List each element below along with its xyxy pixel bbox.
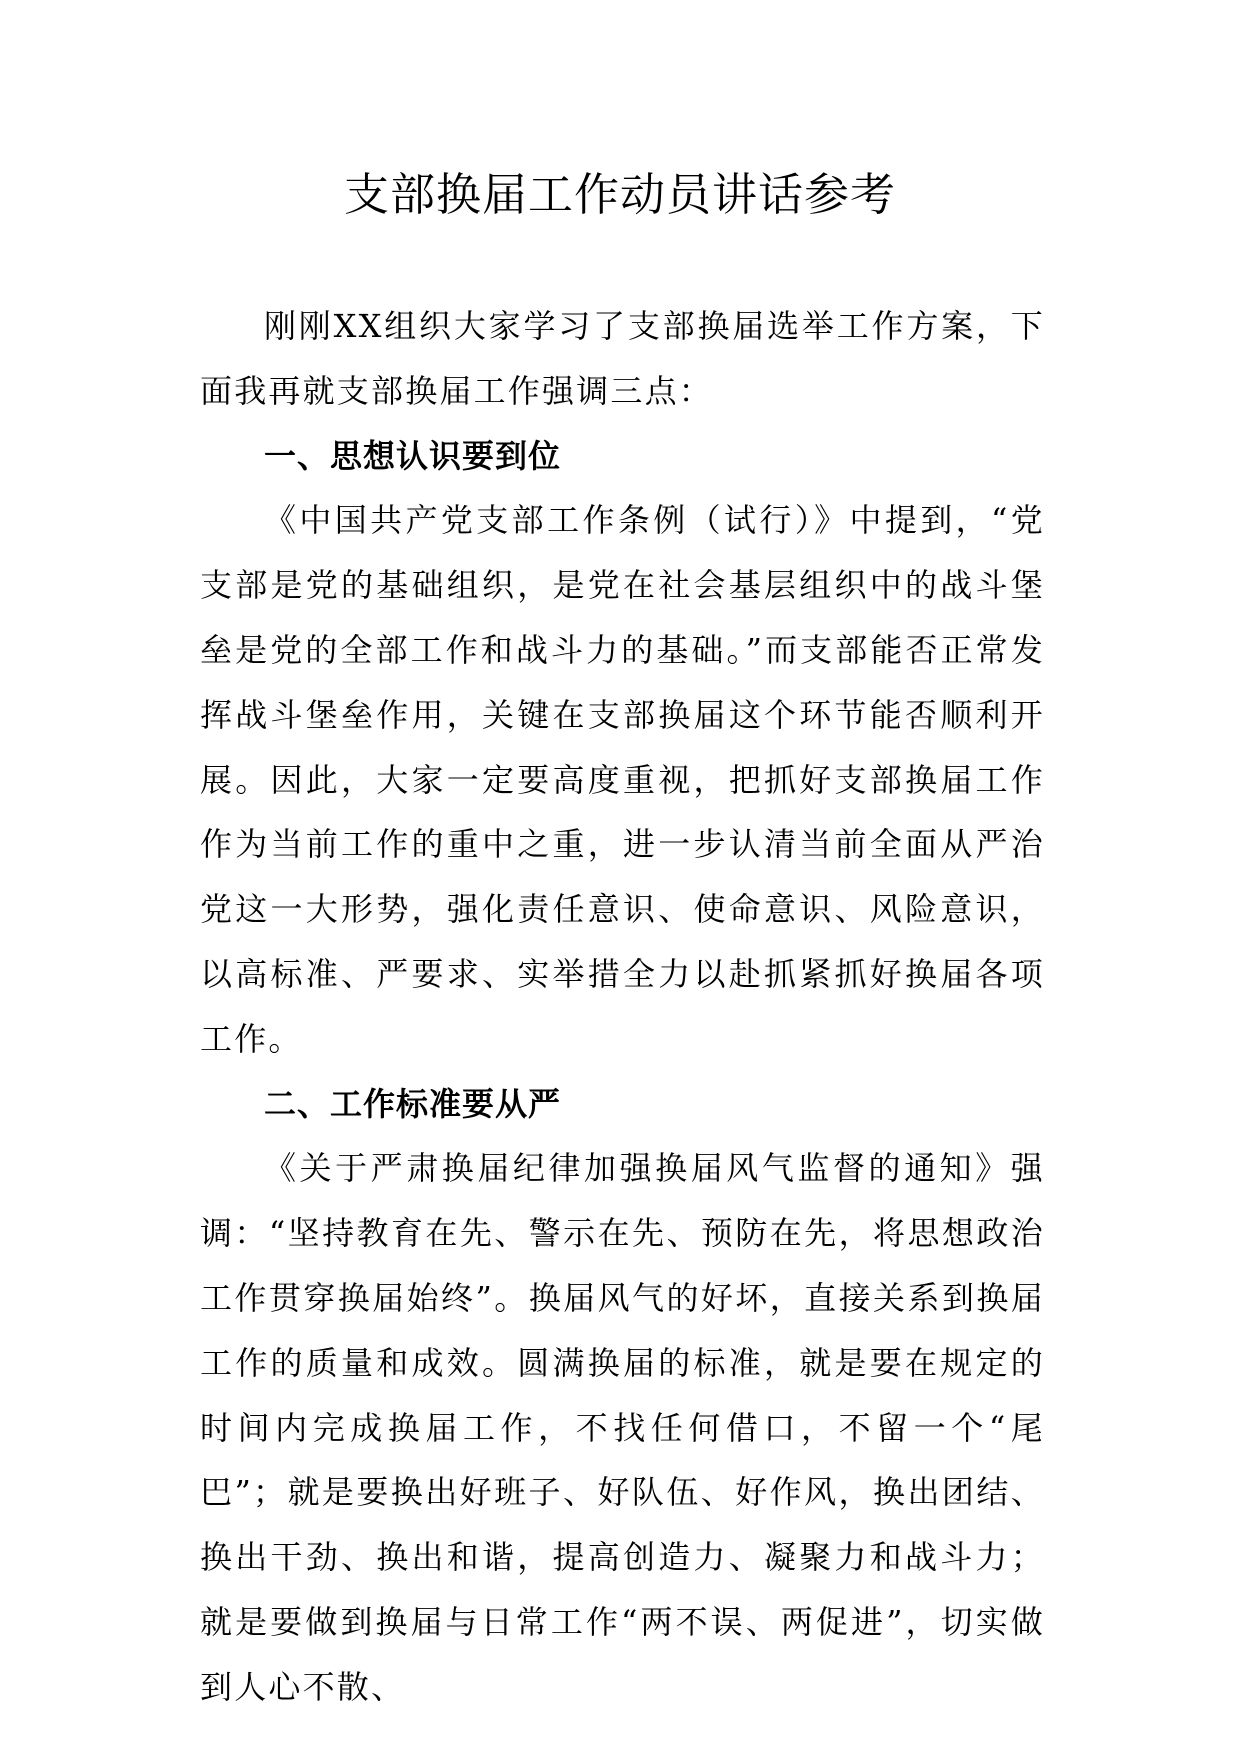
section-paragraph-2: 《关于严肃换届纪律加强换届风气监督的通知》强调：“坚持教育在先、警示在先、预防在先，将思想政治工作贯穿换届始终”。换届风气的好坏，直接关系到换届工作的质量和成效。圆满换届的标准，就是要在规定的时间内完成换届工作，不找任何借口，不留一个“尾巴”；就是要换出好班子、好队伍、好作风，换出团结、换出干劲、换出和谐，提高创造力、凝聚力和战斗力；就是要做到换届与日常工作“两不误、两促进”，切实做到人心不散、 (200, 1149, 1045, 1706)
section-heading-2: 二、工作标准要从严 (264, 1084, 562, 1123)
section-paragraph-1: 《中国共产党支部工作条例（试行）》中提到，“党支部是党的基础组织，是党在社会基层组织中的战斗堡垒是党的全部工作和战斗力的基础。”而支部能否正常发挥战斗堡垒作用，关键在支部换届这个环节能否顺利开展。因此，大家一定要高度重视，把抓好支部换届工作作为当前工作的重中之重，进一步认清当前全面从严治党这一大形势，强化责任意识、使命意识、风险意识，以高标准、严要求、实举措全力以赴抓紧抓好换届各项工作。 (200, 501, 1045, 1058)
document-body (200, 294, 1045, 1720)
intro-paragraph: 刚刚XX组织大家学习了支部换届选举工作方案，下面我再就支部换届工作强调三点： (200, 307, 1045, 410)
document-title: 支部换届工作动员讲话参考 (343, 168, 896, 221)
section-heading-1: 一、思想认识要到位 (264, 436, 562, 475)
